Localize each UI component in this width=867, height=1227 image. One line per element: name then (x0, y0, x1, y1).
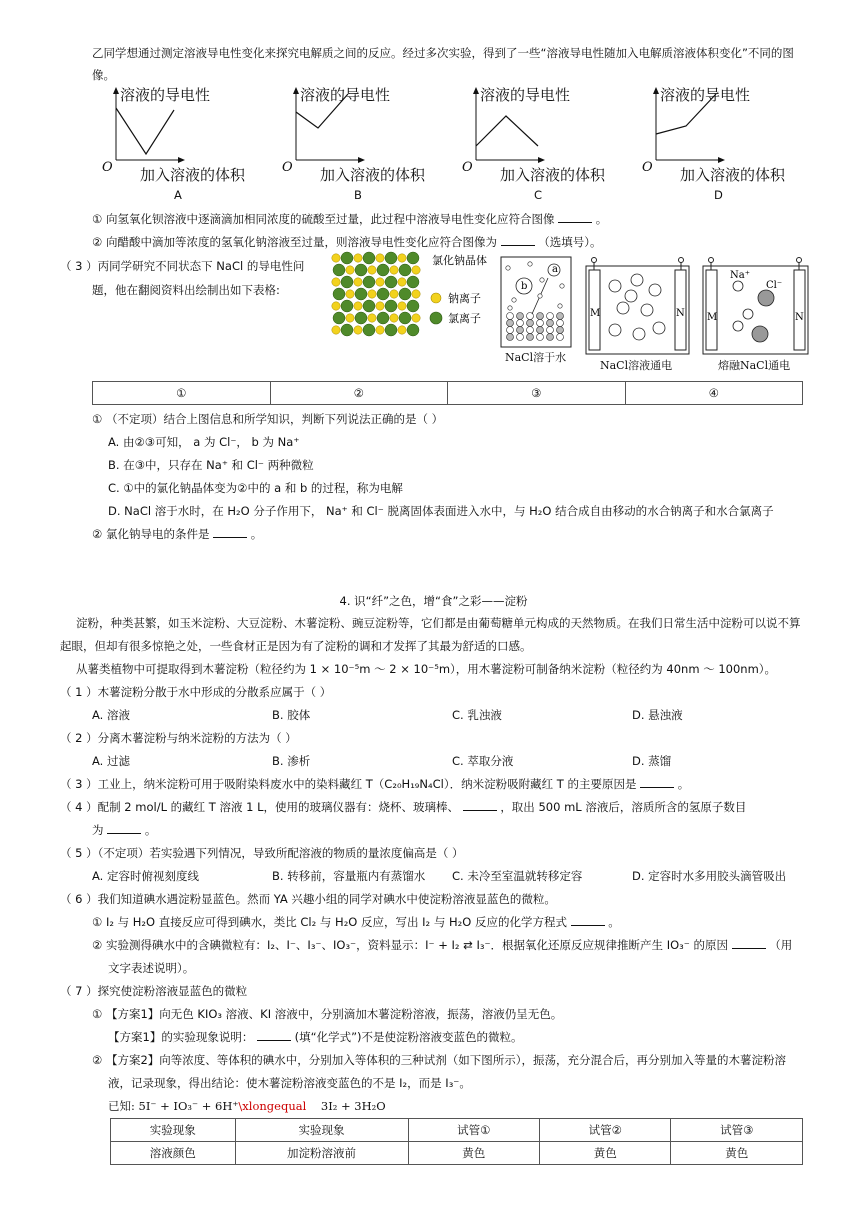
graph-x-label: 加入溶液的体积 (140, 166, 246, 184)
sodium-ion (733, 321, 743, 331)
sodium-ion (412, 314, 420, 322)
lattice-ion (507, 313, 514, 320)
hydrated-ion (609, 280, 621, 292)
sodium-ion (332, 278, 340, 286)
graph-x-label: 加入溶液的体积 (320, 166, 426, 184)
intro-line-1: 乙同学想通过测定溶液导电性变化来探究电解质之间的反应。经过多次实验，得到了一些“溶液导电性随加入电解质溶液体积变化”不同的图 (92, 46, 794, 60)
chloride-ion (377, 288, 389, 300)
q3-option-c[interactable]: C. ①中的氯化钠晶体变为②中的 a 和 b 的过程，称为电解 (108, 481, 403, 495)
lattice-ion (527, 320, 534, 327)
lattice-ion (527, 327, 534, 334)
table-cell: 试管② (540, 1119, 671, 1142)
caption-molten: 熔融NaCl通电 (718, 359, 791, 372)
lattice-ion (557, 313, 564, 320)
lattice-ion (557, 327, 564, 334)
water-molecule (540, 278, 544, 282)
answer-blank[interactable] (501, 234, 535, 246)
answer-blank[interactable] (213, 526, 247, 538)
table-cell: 实验现象 (111, 1119, 236, 1142)
q3-sub-2: ② 氯化钠导电的条件是 。 (92, 527, 263, 541)
sodium-ion (412, 266, 420, 274)
lattice-ion (517, 320, 524, 327)
lattice-ion (517, 313, 524, 320)
graph-x-label: 加入溶液的体积 (680, 166, 786, 184)
q3-sub-1: ① （不定项）结合上图信息和所学知识，判断下列说法正确的是（ ） (92, 412, 444, 426)
s4-q4-line-1: （ 4 ）配制 2 mol/L 的藏红 T 溶液 1 L，使用的玻璃仪器有：烧杯、玻璃棒、 ，取出 500 mL 溶液后，溶质所含的氢原子数目 (60, 800, 747, 814)
s4-q3: （ 3 ）工业上，纳米淀粉可用于吸附染料废水中的染料藏红 T（C₂₀H₁₉N₄Cl）．纳米淀粉吸附藏红 T 的主要原因是 。 (60, 777, 690, 791)
label-b: b (521, 281, 528, 292)
graph-d (642, 84, 818, 206)
graph-x-label: 加入溶液的体积 (500, 166, 606, 184)
graph-y-label: 溶液的导电性 (300, 86, 391, 104)
known-equation: 已知: 5I⁻ + IO₃⁻ + 6H⁺\xlongequal 3I₂ + 3H₂O (108, 1099, 386, 1113)
chloride-ion (377, 264, 389, 276)
q2-item-2: ② 向醋酸中滴加等浓度的氢氧化钠溶液至过量，则溶液导电性变化应符合图像为 （选填号）。 (92, 235, 602, 249)
s4-q2-option-d[interactable]: D. 蒸馏 (632, 754, 672, 768)
q3-option-b[interactable]: B. 在③中，只存在 Na⁺ 和 Cl⁻ 两种微粒 (108, 458, 314, 472)
nacl-dissolving-figure (500, 256, 572, 348)
chloride-ion (341, 252, 353, 264)
sodium-ion (390, 314, 398, 322)
sodium-ion (398, 302, 406, 310)
hydrated-ion (631, 274, 643, 286)
graph-letter: D (714, 188, 723, 202)
ion-cl-label: Cl⁻ (766, 280, 783, 291)
hydrated-ion (617, 302, 629, 314)
sodium-ion (398, 326, 406, 334)
sodium-ion (368, 290, 376, 298)
sodium-ion (332, 254, 340, 262)
chloride-ion (377, 312, 389, 324)
chloride-ion (363, 324, 375, 336)
chloride-ion (333, 312, 345, 324)
table-cell: 溶液颜色 (111, 1142, 236, 1165)
label-a: a (552, 264, 558, 275)
graph-letter: C (534, 188, 543, 202)
hydrated-ion (625, 290, 637, 302)
graph-a (102, 84, 278, 206)
water-molecule (506, 266, 510, 270)
electrode-m: M (590, 308, 601, 319)
chloride-ion (363, 276, 375, 288)
table-row (111, 1142, 803, 1165)
s4-q5: （ 5 ）（不定项）若实验遇下列情况，导致所配溶液的物质的量浓度偏高是（ ） (60, 846, 464, 860)
q3-line-2: 题，他在翻阅资料出绘制出如下表格: (92, 283, 280, 297)
chloride-ion (399, 288, 411, 300)
caption-dissolve: NaCl溶于水 (505, 351, 567, 364)
legend-sodium: 钠离子 (448, 292, 481, 305)
answer-blank[interactable] (107, 822, 141, 834)
sodium-ion (390, 266, 398, 274)
graph-origin: O (462, 160, 473, 175)
lattice-ion (507, 327, 514, 334)
lattice-ion (547, 320, 554, 327)
lattice-ion (547, 334, 554, 341)
hydrated-ion (641, 304, 653, 316)
lattice-ion (527, 334, 534, 341)
s4-q5-option-c[interactable]: C. 未冷至室温就转移定容 (452, 869, 583, 883)
table-header-3: ③ (448, 382, 626, 405)
chloride-ion (385, 300, 397, 312)
table-cell: 试管③ (671, 1119, 803, 1142)
sodium-ion (354, 278, 362, 286)
answer-blank[interactable] (463, 799, 497, 811)
water-molecule (508, 306, 512, 310)
s4-q1-option-c[interactable]: C. 乳浊液 (452, 708, 502, 722)
graph-origin: O (282, 160, 293, 175)
s4-q2: （ 2 ）分离木薯淀粉与纳米淀粉的方法为（ ） (60, 731, 297, 745)
nacl-solution-electrolysis-figure (585, 256, 690, 356)
chloride-ion (341, 300, 353, 312)
s4-q6-item-2: ② 实验测得碘水中的含碘微粒有：I₂、I⁻、I₃⁻、IO₃⁻，资料显示：I⁻ + I₂ ⇄ I₃⁻．根据氧化还原反应规律推断产生 IO₃⁻ 的原因 （用 (92, 938, 793, 952)
lattice-ion (557, 334, 564, 341)
sodium-ion (376, 326, 384, 334)
chloride-ion (758, 290, 774, 306)
molten-electrode-n: N (795, 312, 804, 323)
sodium-ion (354, 254, 362, 262)
hydrated-ion (653, 322, 665, 334)
s4-q2-option-b[interactable]: B. 渗析 (272, 754, 311, 768)
chloride-ion (385, 324, 397, 336)
sodium-ion (743, 309, 753, 319)
nacl-crystal-figure (328, 250, 498, 350)
chloride-ion (355, 312, 367, 324)
chloride-ion (363, 252, 375, 264)
water-molecule (558, 304, 562, 308)
sodium-ion (354, 302, 362, 310)
lattice-ion (547, 327, 554, 334)
table-cell: 试管① (408, 1119, 539, 1142)
lattice-ion (547, 313, 554, 320)
graph-y-label: 溶液的导电性 (660, 86, 751, 104)
answer-blank[interactable] (640, 776, 674, 788)
s4-q6-item-2b: 文字表述说明）。 (108, 961, 195, 975)
chlorine-legend-icon (430, 312, 442, 324)
water-molecule (538, 294, 542, 298)
section-4-paragraph-1b: 起眼，但却有很多惊艳之处，一些食材正是因为有了淀粉的调和才发挥了其最为舒适的口感。 (60, 639, 532, 653)
legend-chlorine: 氯离子 (448, 312, 481, 325)
graph-letter: B (354, 188, 362, 202)
sodium-ion (368, 266, 376, 274)
sodium-legend-icon (431, 293, 441, 303)
lattice-ion (537, 327, 544, 334)
ion-na-label: Na⁺ (730, 270, 750, 281)
section-4-title: 4. 识“纤”之色，增“食”之彩——淀粉 (339, 594, 528, 608)
section-4-paragraph-2: 从薯类植物中可提取得到木薯淀粉（粒径约为 1 × 10⁻⁵m ～ 2 × 10⁻⁵m），用木薯淀粉可制备纳米淀粉（粒径约为 40nm ～ 100nm）。 (76, 662, 777, 676)
answer-blank[interactable] (558, 211, 592, 223)
hydrated-ion (649, 284, 661, 296)
graph-y-label: 溶液的导电性 (480, 86, 571, 104)
lattice-ion (537, 334, 544, 341)
s4-q4-line-2: 为 。 (92, 823, 157, 837)
chloride-ion (355, 264, 367, 276)
sodium-ion (376, 254, 384, 262)
q3-line-1: （ 3 ）丙同学研究不同状态下 NaCl 的导电性问 (60, 259, 305, 273)
section-4-paragraph-1a: 淀粉，种类甚繁，如玉米淀粉、大豆淀粉、木薯淀粉、豌豆淀粉等，它们都是由葡萄糖单元构成的天然物质。在我们日常生活中淀粉可以说不算 (76, 616, 801, 630)
s4-q7-item-2a: ② 【方案2】向等浓度、等体积的碘水中，分别加入等体积的三种试剂（如下图所示），振荡，充分混合后，再分别加入等量的木薯淀粉溶 (92, 1053, 787, 1067)
chloride-ion (333, 264, 345, 276)
lattice-ion (537, 320, 544, 327)
s4-q1: （ 1 ）木薯淀粉分散于水中形成的分散系应属于（ ） (60, 685, 332, 699)
water-molecule (528, 262, 532, 266)
sodium-ion (390, 290, 398, 298)
chloride-ion (752, 326, 768, 342)
table-header-1: ① (93, 382, 271, 405)
chloride-ion (341, 276, 353, 288)
molten-nacl-electrolysis-figure (702, 256, 810, 356)
s4-q5-option-a[interactable]: A. 定容时俯视刻度线 (92, 869, 199, 883)
sodium-ion (376, 302, 384, 310)
lattice-ion (557, 320, 564, 327)
s4-q1-option-a[interactable]: A. 溶液 (92, 708, 130, 722)
chloride-ion (341, 324, 353, 336)
lattice-ion (517, 327, 524, 334)
conductivity-curve (476, 116, 538, 146)
s4-q7-item-2b: 液，记录现象，得出结论：使木薯淀粉溶液变蓝色的不是 I₂，而是 I₃⁻。 (108, 1076, 471, 1090)
lattice-ion (517, 334, 524, 341)
sodium-ion (368, 314, 376, 322)
hydrated-ion (609, 324, 621, 336)
table-cell: 黄色 (540, 1142, 671, 1165)
sodium-ion (346, 314, 354, 322)
s4-q6-item-1: ① I₂ 与 H₂O 直接反应可得到碘水，类比 Cl₂ 与 H₂O 反应，写出 I₂ 与 H₂O 反应的化学方程式 。 (92, 915, 620, 929)
graph-letter: A (174, 188, 182, 202)
lattice-ion (507, 320, 514, 327)
state-table (92, 381, 803, 405)
s4-q5-option-d[interactable]: D. 定容时水多用胶头滴管吸出 (632, 869, 787, 883)
water-molecule (512, 298, 516, 302)
table-cell: 黄色 (671, 1142, 803, 1165)
chloride-ion (363, 300, 375, 312)
chloride-ion (385, 276, 397, 288)
sodium-ion (412, 290, 420, 298)
intro-line-2: 像。 (92, 68, 115, 82)
sodium-ion (376, 278, 384, 286)
sodium-ion (346, 290, 354, 298)
answer-blank[interactable] (732, 937, 766, 949)
chloride-ion (407, 300, 419, 312)
sodium-ion (354, 326, 362, 334)
known-latex-artifact: \xlongequal (238, 1099, 307, 1113)
conductivity-curve (116, 108, 174, 154)
s4-q7-item-1: ① 【方案1】向无色 KIO₃ 溶液、KI 溶液中，分别滴加木薯淀粉溶液，振荡，溶液仍呈无色。 (92, 1007, 563, 1021)
q3-option-a[interactable]: A. 由②③可知， a 为 Cl⁻， b 为 Na⁺ (108, 435, 300, 449)
chloride-ion (355, 288, 367, 300)
s4-q1-option-b[interactable]: B. 胶体 (272, 708, 311, 722)
table-cell: 实验现象 (235, 1119, 408, 1142)
sodium-ion (332, 302, 340, 310)
chloride-ion (407, 276, 419, 288)
chloride-ion (407, 252, 419, 264)
graph-origin: O (102, 160, 113, 175)
table-row (111, 1119, 803, 1142)
graph-y-label: 溶液的导电性 (120, 86, 211, 104)
s4-q5-option-b[interactable]: B. 转移前，容量瓶内有蒸馏水 (272, 869, 426, 883)
s4-q2-option-c[interactable]: C. 萃取分液 (452, 754, 514, 768)
chloride-ion (399, 312, 411, 324)
s4-q2-option-a[interactable]: A. 过滤 (92, 754, 130, 768)
hydrated-ion (633, 328, 645, 340)
chloride-ion (385, 252, 397, 264)
sodium-ion (398, 254, 406, 262)
sodium-ion (733, 281, 743, 291)
sodium-ion (332, 326, 340, 334)
graph-c (462, 84, 638, 206)
table-header-2: ② (270, 382, 448, 405)
molten-electrode-m: M (707, 312, 718, 323)
chloride-ion (399, 264, 411, 276)
chloride-ion (333, 288, 345, 300)
chloride-ion (407, 324, 419, 336)
s4-q7-item-1b: 【方案1】的实验现象说明： (填“化学式”)不是使淀粉溶液变蓝色的微粒。 (108, 1030, 523, 1044)
graph-origin: O (642, 160, 653, 175)
experiment-table (110, 1118, 803, 1165)
table-cell: 黄色 (408, 1142, 539, 1165)
answer-blank[interactable] (257, 1029, 291, 1041)
s4-q7: （ 7 ）探究使淀粉溶液显蓝色的微粒 (60, 984, 248, 998)
table-cell: 加淀粉溶液前 (235, 1142, 408, 1165)
sodium-ion (398, 278, 406, 286)
graph-b (282, 84, 458, 206)
q3-option-d[interactable]: D. NaCl 溶于水时，在 H₂O 分子作用下， Na⁺ 和 Cl⁻ 脱离固体表面进入水中，与 H₂O 结合成自由移动的水合钠离子和水合氯离子 (108, 504, 774, 518)
water-molecule (560, 284, 564, 288)
lattice-ion (537, 313, 544, 320)
table-header-4: ④ (625, 382, 803, 405)
q2-item-1: ① 向氢氧化钡溶液中逐滴滴加相同浓度的硫酸至过量，此过程中溶液导电性变化应符合图像 。 (92, 212, 608, 226)
electrode-n: N (676, 308, 685, 319)
s4-q1-option-d[interactable]: D. 悬浊液 (632, 708, 683, 722)
sodium-ion (346, 266, 354, 274)
crystal-title: 氯化钠晶体 (432, 254, 487, 267)
caption-solution: NaCl溶液通电 (600, 359, 673, 372)
lattice-ion (507, 334, 514, 341)
answer-blank[interactable] (571, 914, 605, 926)
s4-q6: （ 6 ）我们知道碘水遇淀粉显蓝色。然而 YA 兴趣小组的同学对碘水中使淀粉溶液显蓝色的微粒。 (60, 892, 556, 906)
